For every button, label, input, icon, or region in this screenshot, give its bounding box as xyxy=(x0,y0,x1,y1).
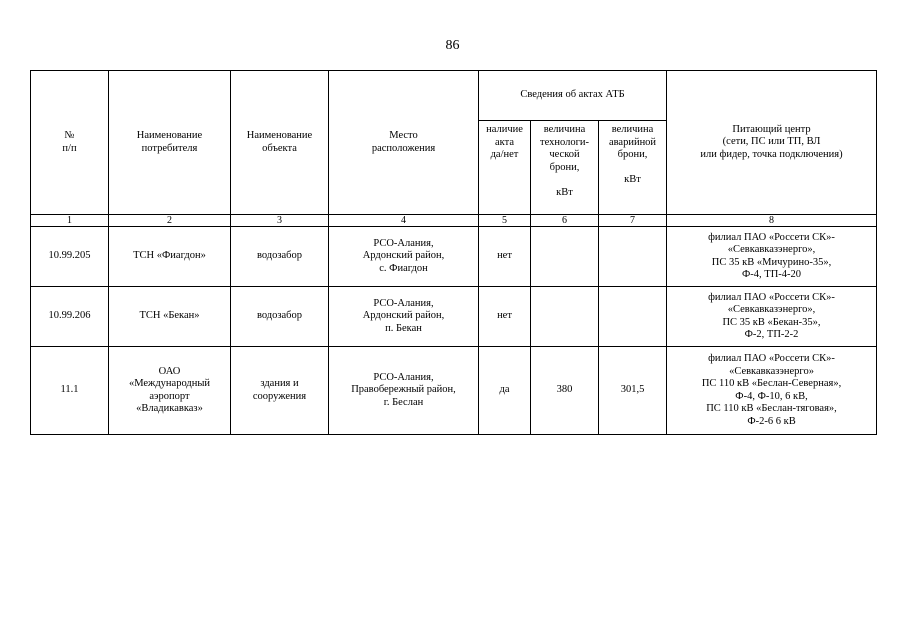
text-line: Ф-4, Ф-10, 6 кВ, xyxy=(735,390,808,402)
text-line: (сети, ПС или ТП, ВЛ xyxy=(722,136,821,148)
text-line: ТСН «Фиагдон» xyxy=(133,250,206,262)
cell-num: 10.99.205 xyxy=(31,227,109,287)
cell-location xyxy=(329,287,479,347)
text-line: РСО-Алания, xyxy=(373,237,434,249)
text-line: Наименование xyxy=(136,130,203,141)
text-line: наличие xyxy=(486,124,523,135)
text-line: аварийной xyxy=(608,136,657,148)
text-line xyxy=(601,162,664,175)
header-atb-act xyxy=(479,121,531,215)
page-number: 86 xyxy=(445,38,460,53)
cell-num: 10.99.206 xyxy=(31,287,109,347)
cell-act: да xyxy=(479,347,531,435)
text-line: потребителя xyxy=(141,142,198,154)
text-line xyxy=(533,174,596,187)
cell-tech: 380 xyxy=(531,347,599,435)
text-line: здания и xyxy=(260,378,299,389)
cell-tech xyxy=(531,287,599,347)
cell-num: 11.1 xyxy=(31,347,109,435)
text-line: ПС 35 кВ «Мичурино-35», xyxy=(711,256,832,268)
cell-power-center xyxy=(667,227,877,287)
cell-act: нет xyxy=(479,287,531,347)
cell-power-center xyxy=(667,347,877,435)
header-object xyxy=(231,71,329,215)
text-line: величина xyxy=(611,124,654,135)
text-line: акта xyxy=(494,136,514,148)
text-line: РСО-Алания, xyxy=(373,297,434,309)
text-line: ОАО xyxy=(158,365,181,377)
column-number: 8 xyxy=(667,215,877,227)
header-atb-tech xyxy=(531,121,599,215)
text-line: филиал ПАО «Россети СК»- xyxy=(708,353,835,364)
table-row xyxy=(31,227,877,287)
header-consumer xyxy=(109,71,231,215)
text-line: Питающий центр xyxy=(732,123,811,135)
text-line: «Севкавказэнерго», xyxy=(727,304,816,315)
text-line: филиал ПАО «Россети СК»- xyxy=(708,291,835,303)
cell-location xyxy=(329,227,479,287)
header-atb-group: Сведения об актах АТБ xyxy=(479,71,667,121)
cell-power-center xyxy=(667,287,877,347)
text-line: технологи- xyxy=(539,136,589,148)
text-line: «Севкавказэнерго» xyxy=(729,365,814,377)
header-location xyxy=(329,71,479,215)
text-line: Ардонский район, xyxy=(362,250,445,262)
text-line: кВт xyxy=(624,174,641,185)
column-number: 1 xyxy=(31,215,109,227)
text-line: сооружения xyxy=(252,390,307,402)
text-line: ТСН «Бекан» xyxy=(139,310,200,322)
text-line: объекта xyxy=(262,142,297,154)
text-line: Место xyxy=(389,130,418,141)
cell-object xyxy=(231,287,329,347)
column-number-row xyxy=(31,215,877,227)
column-number: 2 xyxy=(109,215,231,227)
text-line: ПС 110 кВ «Беслан-тяговая», xyxy=(706,403,837,414)
cell-object xyxy=(231,227,329,287)
cell-consumer xyxy=(109,227,231,287)
text-line: брони, xyxy=(549,161,580,173)
text-line: Правобережный район, xyxy=(351,384,456,396)
column-number: 3 xyxy=(231,215,329,227)
text-line: Наименование xyxy=(246,130,313,141)
column-number: 5 xyxy=(479,215,531,227)
cell-emergency: 301,5 xyxy=(599,347,667,435)
text-line: филиал ПАО «Россети СК»- xyxy=(708,231,835,243)
text-line: брони, xyxy=(617,149,648,160)
cell-consumer xyxy=(109,287,231,347)
text-line: кВт xyxy=(556,186,573,198)
text-line: Ардонский район, xyxy=(362,310,445,322)
text-line: да/нет xyxy=(490,149,519,160)
text-line: «Севкавказэнерго», xyxy=(727,244,816,255)
text-line: «Международный xyxy=(128,378,211,389)
table-row xyxy=(31,347,877,435)
text-line: водозабор xyxy=(256,250,303,262)
text-line: Ф-2, ТП-2-2 xyxy=(744,329,799,340)
text-line: ПС 35 кВ «Бекан-35», xyxy=(722,316,821,328)
text-line: водозабор xyxy=(256,310,303,322)
text-line: г. Беслан xyxy=(383,396,424,408)
header-num xyxy=(31,71,109,215)
text-line: п/п xyxy=(62,142,77,154)
table-row xyxy=(31,287,877,347)
text-line: с. Фиагдон xyxy=(379,262,428,274)
text-line: Ф-2-6 6 кВ xyxy=(747,415,796,427)
cell-object xyxy=(231,347,329,435)
cell-emergency xyxy=(599,287,667,347)
cell-consumer xyxy=(109,347,231,435)
text-line: величина xyxy=(543,124,586,135)
header-power-center xyxy=(667,71,877,215)
cell-tech xyxy=(531,227,599,287)
text-line: ческой xyxy=(549,149,580,160)
text-line: или фидер, точка подключения) xyxy=(700,148,843,160)
cell-emergency xyxy=(599,227,667,287)
header-atb-emergency xyxy=(599,121,667,215)
cell-act: нет xyxy=(479,227,531,287)
column-number: 4 xyxy=(329,215,479,227)
text-line: аэропорт xyxy=(149,390,190,402)
text-line: ПС 110 кВ «Беслан-Северная», xyxy=(701,378,842,389)
text-line: «Владикавказ» xyxy=(136,403,203,414)
column-number: 6 xyxy=(531,215,599,227)
atb-table xyxy=(30,70,877,435)
column-number: 7 xyxy=(599,215,667,227)
text-line: Ф-4, ТП-4-20 xyxy=(741,269,802,280)
text-line: расположения xyxy=(371,142,436,154)
text-line: РСО-Алания, xyxy=(373,371,434,383)
text-line: п. Бекан xyxy=(385,322,422,334)
text-line: № xyxy=(64,130,75,141)
cell-location xyxy=(329,347,479,435)
